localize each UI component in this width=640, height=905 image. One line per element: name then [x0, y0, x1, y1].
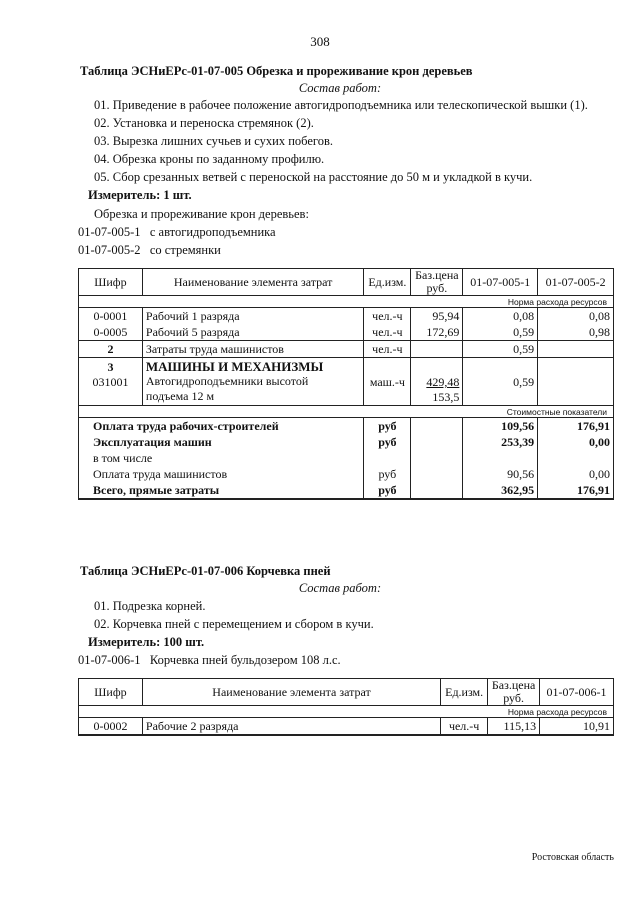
- header-code: Шифр: [79, 679, 143, 706]
- table1-machines-row: [79, 358, 614, 406]
- table-row: [79, 434, 614, 450]
- table-row: [79, 418, 614, 435]
- table1-variant-2: [78, 243, 221, 258]
- row-code: 2: [79, 341, 143, 358]
- table2-norm-note-row: [79, 706, 614, 718]
- cost-value-1: 253,39: [463, 434, 538, 450]
- page-number: 308: [310, 34, 330, 49]
- machines-price-top: 429,48: [426, 375, 460, 389]
- norm-note: Норма расхода ресурсов: [79, 706, 614, 718]
- row-unit: чел.-ч: [364, 308, 411, 325]
- machines-group-code: 3: [107, 360, 114, 374]
- header-name: Наименование элемента затрат: [142, 679, 440, 706]
- cost-value-2: 0,00: [538, 466, 614, 482]
- table-row: [79, 466, 614, 482]
- variant-text: со стремянки: [149, 243, 221, 257]
- row-name: Рабочие 2 разряда: [142, 718, 440, 736]
- row-unit: чел.-ч: [364, 324, 411, 341]
- row-name: Рабочий 1 разряда: [142, 308, 363, 325]
- table1-step-4: 04. Обрезка кроны по заданному профилю.: [94, 152, 325, 166]
- cost-value-2: 176,91: [538, 482, 614, 499]
- header-price: Баз.цена руб.: [488, 679, 540, 706]
- cost-value-1: 90,56: [463, 466, 538, 482]
- cost-price-empty: [411, 450, 463, 466]
- table2-step-2: 02. Корчевка пней с перемещением и сбором в кучи.: [94, 617, 374, 631]
- cost-price-empty: [411, 418, 463, 435]
- table1-step-3: 03. Вырезка лишних сучьев и сухих побегов.: [94, 134, 333, 148]
- header-col1: 01-07-006-1: [540, 679, 614, 706]
- machines-price-cell: [411, 358, 463, 406]
- cost-label: Оплата труда рабочих-строителей: [79, 418, 364, 435]
- row-price: 172,69: [411, 324, 463, 341]
- header-name: Наименование элемента затрат: [142, 269, 363, 296]
- header-unit: Ед.изм.: [441, 679, 488, 706]
- cost-value-1: [463, 450, 538, 466]
- machines-value-1: 0,59: [463, 358, 538, 406]
- table1-meter: Измеритель: 1 шт.: [88, 188, 192, 202]
- row-value-2: 0,98: [538, 324, 614, 341]
- cost-note: Стоимостные показатели: [79, 406, 614, 418]
- table2-step-1: 01. Подрезка корней.: [94, 599, 206, 613]
- variant-text: Корчевка пней бульдозером 108 л.с.: [149, 653, 341, 667]
- row-name: Затраты труда машинистов: [142, 341, 363, 358]
- row-code: 0-0001: [79, 308, 143, 325]
- cost-unit: [364, 450, 411, 466]
- table1-step-2: 02. Установка и переноска стремянок (2).: [94, 116, 314, 130]
- machines-code-cell: [79, 358, 143, 406]
- table2-header-row: [79, 679, 614, 706]
- machines-name-line1: Автогидроподъемники высотой: [145, 374, 309, 388]
- table-row: [79, 341, 614, 358]
- table1-norm-note-row: [79, 296, 614, 308]
- table-row: [79, 450, 614, 466]
- row-unit: чел.-ч: [441, 718, 488, 736]
- variant-code: 01-07-005-2: [78, 243, 141, 257]
- table2-title: Таблица ЭСНиЕРс-01-07-006 Корчевка пней: [80, 564, 331, 578]
- table2-grid: [78, 678, 614, 736]
- header-col1: 01-07-005-1: [463, 269, 538, 296]
- footer-region: Ростовская область: [531, 852, 614, 863]
- table1-title: Таблица ЭСНиЕРс-01-07-005 Обрезка и прореживание крон деревьев: [80, 64, 473, 78]
- table2-meter: Измеритель: 100 шт.: [88, 635, 205, 649]
- row-code: 0-0005: [79, 324, 143, 341]
- row-price: [411, 341, 463, 358]
- cost-value-2: [538, 450, 614, 466]
- table1-cost-note-row: [79, 406, 614, 418]
- table1-grid: [78, 268, 614, 500]
- norm-note: Норма расхода ресурсов: [79, 296, 614, 308]
- table1-step-1: 01. Приведение в рабочее положение автогидроподъемника или телескопической вышки (1).: [94, 98, 588, 112]
- table-row: [79, 482, 614, 499]
- variant-code: 01-07-005-1: [78, 225, 141, 239]
- variant-code: 01-07-006-1: [78, 653, 141, 667]
- row-value-2: 0,08: [538, 308, 614, 325]
- row-name: Рабочий 5 разряда: [142, 324, 363, 341]
- cost-value-1: 362,95: [463, 482, 538, 499]
- header-unit: Ед.изм.: [364, 269, 411, 296]
- cost-unit: руб: [364, 466, 411, 482]
- table1-description: Обрезка и прореживание крон деревьев:: [94, 207, 309, 221]
- row-value-1: 0,59: [463, 324, 538, 341]
- cost-value-2: 0,00: [538, 434, 614, 450]
- cost-unit: руб: [364, 418, 411, 435]
- machines-value-2: [538, 358, 614, 406]
- machines-name-line2: подъема 12 м: [145, 389, 215, 403]
- cost-label: Всего, прямые затраты: [79, 482, 364, 499]
- table2-composition-label: Состав работ:: [298, 581, 382, 595]
- machines-unit: маш.-ч: [364, 358, 411, 406]
- cost-label: Эксплуатация машин: [79, 434, 364, 450]
- cost-price-empty: [411, 466, 463, 482]
- cost-label: Оплата труда машинистов: [79, 466, 364, 482]
- machines-code: 031001: [92, 375, 129, 389]
- machines-price-bottom: 153,5: [432, 390, 460, 404]
- row-price: 115,13: [488, 718, 540, 736]
- table2-variant: [78, 653, 341, 668]
- row-value-1: 0,59: [463, 341, 538, 358]
- header-col2: 01-07-005-2: [538, 269, 614, 296]
- cost-value-1: 109,56: [463, 418, 538, 435]
- cost-price-empty: [411, 434, 463, 450]
- cost-unit: руб: [364, 482, 411, 499]
- variant-text: с автогидроподъемника: [149, 225, 276, 239]
- row-value-1: 10,91: [540, 718, 614, 736]
- table-row: [79, 718, 614, 736]
- table-row: [79, 324, 614, 341]
- row-value-2: [538, 341, 614, 358]
- cost-label: в том числе: [79, 450, 364, 466]
- row-price: 95,94: [411, 308, 463, 325]
- table1-step-5: 05. Сбор срезанных ветвей с переноской на расстояние до 50 м и укладкой в кучи.: [94, 170, 533, 184]
- header-price: Баз.цена руб.: [411, 269, 463, 296]
- row-unit: чел.-ч: [364, 341, 411, 358]
- row-value-1: 0,08: [463, 308, 538, 325]
- table1-composition-label: Состав работ:: [298, 81, 382, 95]
- cost-unit: руб: [364, 434, 411, 450]
- machines-group-name: МАШИНЫ И МЕХАНИЗМЫ: [145, 359, 324, 374]
- row-code: 0-0002: [79, 718, 143, 736]
- cost-price-empty: [411, 482, 463, 499]
- table1-variant-1: [78, 225, 276, 240]
- table1-header-row: [79, 269, 614, 296]
- header-code: Шифр: [79, 269, 143, 296]
- table-row: [79, 308, 614, 325]
- machines-name-cell: [142, 358, 363, 406]
- cost-value-2: 176,91: [538, 418, 614, 435]
